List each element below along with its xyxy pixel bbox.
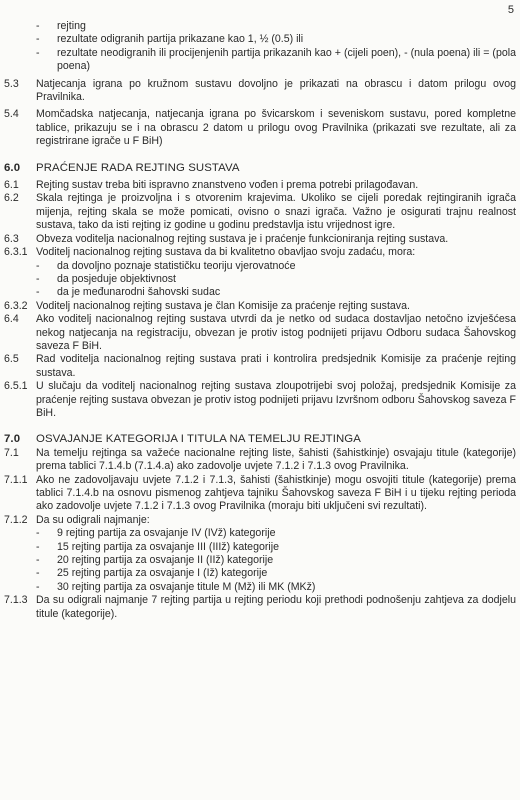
clause-text: Voditelj nacionalnog rejting sustava je član Komisije za praćenje rejting sustava. xyxy=(36,299,410,312)
dash-marker: - xyxy=(36,20,40,32)
page-number: 5 xyxy=(507,4,514,16)
list-item: - 9 rejting partija za osvajanje IV (IVž) kategorije xyxy=(4,527,516,540)
clause-number: 7.1.1 xyxy=(4,473,28,486)
clause-text: Da su odigrali najmanje 7 rejting partija u rejting periodu koji prethodi podnošenju zahtjeva za dodjelu titule (kategorije). xyxy=(36,594,516,620)
clause-number: 6.4 xyxy=(4,313,19,326)
dash-marker: - xyxy=(36,527,40,540)
section-heading-7 xyxy=(4,433,516,446)
list-item: - rejting xyxy=(4,20,516,33)
paragraph-7-1-3 xyxy=(4,594,516,621)
dash-marker: - xyxy=(36,272,40,285)
paragraph-6-1 xyxy=(4,179,516,192)
clause-text: Skala rejtinga je proizvoljna i s otvorenim krajevima. Ukoliko se cijeli poredak rejtingiranih igrača mijenja, rejting skala se može pomicati, ovisno o snazi igrača. Važno je osigurati trajnu realnost sustava, tako da isti rejting iz godine u godinu predstavlja istu vrijednost igre. xyxy=(36,192,516,232)
dash-marker: - xyxy=(36,580,40,593)
dash-marker: - xyxy=(36,286,40,299)
paragraph-7-1 xyxy=(4,447,516,474)
dash-marker: - xyxy=(36,540,40,553)
clause-number: 6.5.1 xyxy=(4,380,28,393)
list-item: - 15 rejting partija za osvajanje III (IIIž) kategorije xyxy=(4,541,516,554)
dash-marker: - xyxy=(36,567,40,580)
dash-marker: - xyxy=(36,259,40,272)
clause-number: 6.2 xyxy=(4,192,19,205)
clause-text: Natjecanja igrana po kružnom sustavu dovoljno je prikazati na obrascu i datom prilogu ovog Pravilnika. xyxy=(36,77,516,104)
dash-marker: - xyxy=(36,554,40,567)
document-body xyxy=(4,20,516,621)
paragraph-6-2 xyxy=(4,192,516,232)
paragraph-6-3-2 xyxy=(4,300,516,313)
list-item: - 20 rejting partija za osvajanje II (IIž) kategorije xyxy=(4,554,516,567)
section-title: OSVAJANJE KATEGORIJA I TITULA NA TEMELJU REJTINGA xyxy=(36,433,361,446)
clause-text: Momčadska natjecanja, natjecanja igrana po švicarskom i seveniskom sustavu, pored kompletne tablice, prikazuju se i na obrascu 2 datom u prilogu ovog Pravilnika (prikazati sve rezultate, ali za registrirane igrače u F BiH) xyxy=(36,108,516,148)
list-item: - da je međunarodni šahovski sudac xyxy=(4,286,516,299)
clause-number: 5.3 xyxy=(4,77,19,90)
clause-number: 5.4 xyxy=(4,108,19,121)
clause-number: 7.1.2 xyxy=(4,513,28,526)
clause-text: Ako voditelj nacionalnog rejting sustava utvrdi da je netko od sudaca dostavljao netočno izvješćesa nekog natjecanja na registraciju, obvezan je protiv istog podnijeti prijavu Odboru sudaca Šahovskog saveza F BiH. xyxy=(36,313,516,352)
paragraph-6-5 xyxy=(4,353,516,380)
clause-text: Voditelj nacionalnog rejting sustava da bi kvalitetno obavljao svoju zadaću, mora: xyxy=(36,246,416,259)
section-number: 7.0 xyxy=(4,433,21,446)
clause-number: 6.5 xyxy=(4,353,19,366)
clause-text: Obveza voditelja nacionalnog rejting sustava je i praćenje funkcioniranja rejting sustava. xyxy=(36,232,449,245)
list-item: - da dovoljno poznaje statističku teoriju vjerovatnoće xyxy=(4,260,516,273)
clause-text: Rad voditelja nacionalnog rejting sustava prati i kontrolira predsjednik Komisije za praćenje rejting sustava. xyxy=(36,353,516,379)
clause-text: Da su odigrali najmanje: xyxy=(36,513,150,526)
dash-marker: - xyxy=(36,46,40,59)
list-item: - 25 rejting partija za osvajanje I (Iž) kategorije xyxy=(4,567,516,580)
paragraph-5-4 xyxy=(4,108,516,148)
clause-number: 7.1 xyxy=(4,446,19,459)
section-heading-6 xyxy=(4,162,516,175)
list-item: - 30 rejting partija za osvajanje titule M (Mž) ili MK (MKž) xyxy=(4,581,516,594)
clause-text: Na temelju rejtinga sa važeće nacionalne rejting liste, šahisti (šahistkinje) osvajaju titule (kategorije) prema tablici 7.1.4.b (7.1.4.a) ako zadovolje uvjete 7.1.2 i 7.1.3 ovog Pravilnika. xyxy=(36,446,516,473)
paragraph-6-3 xyxy=(4,233,516,246)
clause-number: 7.1.3 xyxy=(4,594,28,607)
clause-number: 6.1 xyxy=(4,179,19,192)
clause-text: Rejting sustav treba biti ispravno znanstveno vođen i prema potrebi prilagođavan. xyxy=(36,179,419,192)
paragraph-7-1-1 xyxy=(4,474,516,514)
list-item: - da posjeduje objektivnost xyxy=(4,273,516,286)
dash-marker: - xyxy=(36,33,40,46)
clause-text: Ako ne zadovoljavaju uvjete 7.1.2 i 7.1.3, šahisti (šahistkinje) mogu osvojiti titule (kategorije) prema tablici 7.1.4.b na osnovu pismenog zahtjeva tajniku Šahovskog saveza F BiH i u tijeku rejting perioda ako zadovolje uvjete 7.1.2 i 7.1.3 ovog Pravilnika (moraju biti uključeni svi rezultati). xyxy=(36,473,516,513)
paragraph-6-3-1 xyxy=(4,246,516,259)
paragraph-6-4 xyxy=(4,313,516,353)
paragraph-5-3 xyxy=(4,78,516,105)
section-title: PRAĆENJE RADA REJTING SUSTAVA xyxy=(36,161,240,174)
paragraph-6-5-1 xyxy=(4,380,516,420)
clause-number: 6.3.2 xyxy=(4,299,28,312)
clause-number: 6.3 xyxy=(4,232,19,245)
list-item: - rezultate neodigranih ili procijenjenih partija prikazanih kao + (cijeli poen), - (nula poena) ili = (pola poena) xyxy=(4,47,516,74)
section-number: 6.0 xyxy=(4,161,21,174)
paragraph-7-1-2 xyxy=(4,514,516,527)
list-item: - rezultate odigranih partija prikazane kao 1, ½ (0.5) ili xyxy=(4,33,516,46)
clause-text: U slučaju da voditelj nacionalnog rejting sustava zloupotrijebi svoj položaj, predsjednik Komisije za praćenje rejting sustava obvezan je protiv istog podnijeti prijavu Izvršnom odboru Šahovskog saveza F BiH. xyxy=(36,380,516,419)
clause-number: 6.3.1 xyxy=(4,246,28,259)
